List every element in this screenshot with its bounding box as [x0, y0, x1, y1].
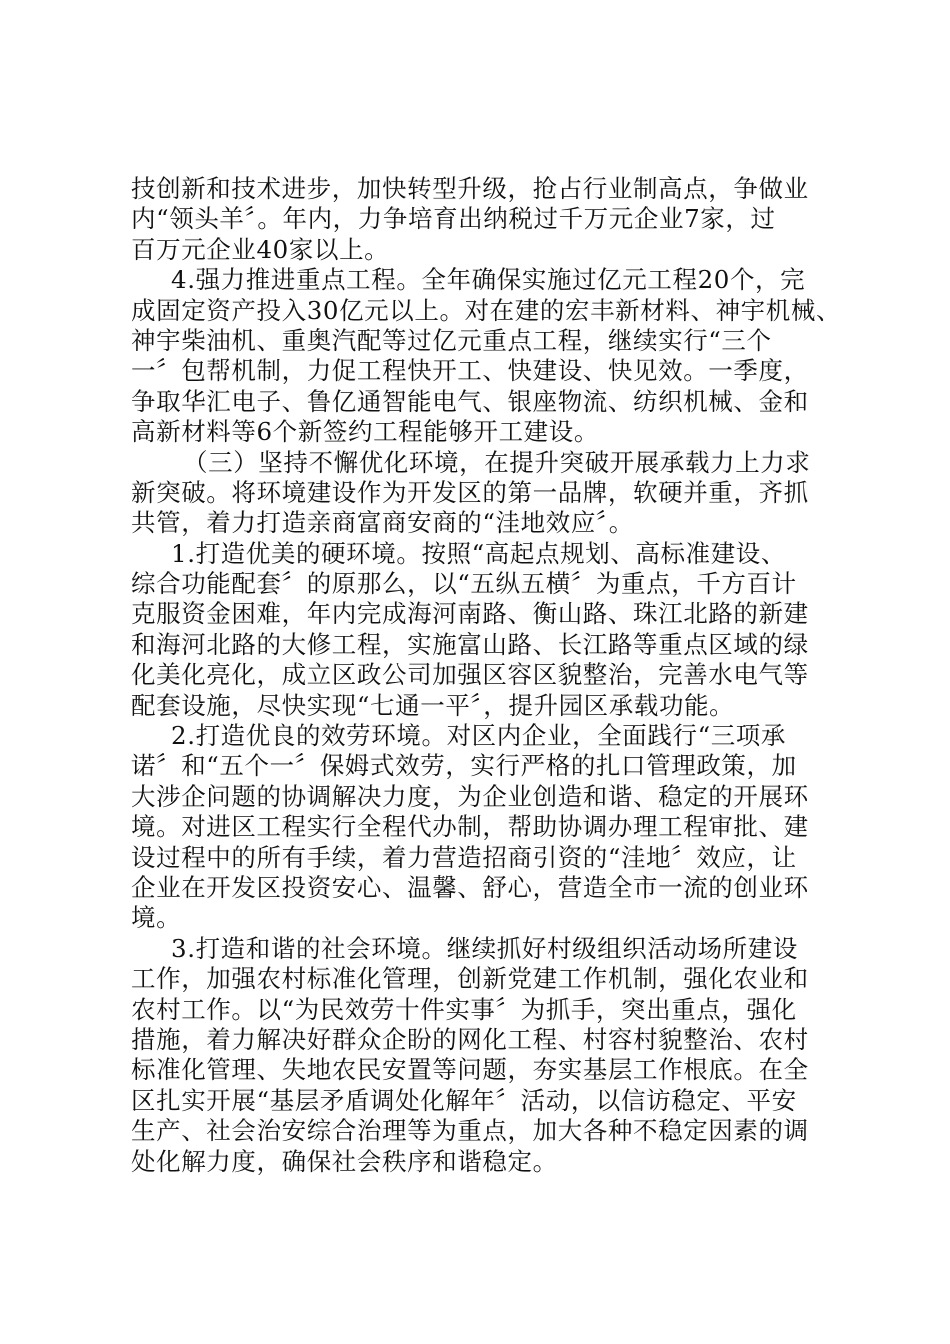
text-line: 争取华汇电子、鲁亿通智能电气、银座物流、纺织机械、金和	[131, 386, 809, 416]
text-line: 综合功能配套〞的原那么，以“五纵五横〞为重点，千方百计	[131, 569, 797, 599]
text-line: 内“领头羊〞。年内，力争培育出纳税过千万元企业7家，过	[131, 204, 776, 234]
text-line: 共管，着力打造亲商富商安商的“洼地效应〞。	[131, 508, 634, 538]
text-line: 境。	[131, 903, 182, 933]
text-line: 和海河北路的大修工程，实施富山路、长江路等重点区域的绿	[131, 629, 809, 659]
document-body	[131, 174, 841, 1177]
text-line: 境。对进区工程实行全程代办制，帮助协调办理工程审批、建	[131, 812, 809, 842]
text-line: 处化解力度，确保社会秩序和谐稳定。	[131, 1146, 558, 1176]
text-line: 诺〞和“五个一〞保姆式效劳，实行严格的扎口管理政策，加	[131, 751, 797, 781]
text-line: 区扎实开展“基层矛盾调处化解年〞活动，以信访稳定、平安	[131, 1085, 797, 1115]
text-line: 生产、社会治安综合治理等为重点，加大各种不稳定因素的调	[131, 1116, 809, 1146]
text-line: 标准化管理、失地农民安置等问题，夯实基层工作根底。在全	[131, 1055, 809, 1085]
text-line: 高新材料等6个新签约工程能够开工建设。	[131, 417, 599, 447]
text-line: 技创新和技术进步，加快转型升级，抢占行业制高点，争做业	[131, 174, 809, 203]
text-line: 克服资金困难，年内完成海河南路、衡山路、珠江北路的新建	[131, 599, 809, 629]
text-line: 大涉企问题的协调解决力度，为企业创造和谐、稳定的开展环	[131, 781, 809, 811]
text-line: 农村工作。以“为民效劳十件实事〞为抓手，突出重点，强化	[131, 994, 797, 1024]
text-line: 2.打造优良的效劳环境。对区内企业，全面践行“三项承	[171, 721, 786, 751]
text-line: 3.打造和谐的社会环境。继续抓好村级组织活动场所建设	[171, 933, 798, 963]
text-line: 4.强力推进重点工程。全年确保实施过亿元工程20个，完	[171, 265, 806, 295]
text-line: 化美化亮化，成立区政公司加强区容区貌整治，完善水电气等	[131, 660, 809, 690]
text-line: 措施，着力解决好群众企盼的网化工程、村容村貌整治、农村	[131, 1024, 809, 1054]
text-line: 设过程中的所有手续，着力营造招商引资的“洼地〞效应，让	[131, 842, 797, 872]
text-line: 一〞包帮机制，力促工程快开工、快建设、快见效。一季度，	[131, 356, 809, 386]
text-line: 企业在开发区投资安心、温馨、舒心，营造全市一流的创业环	[131, 872, 809, 902]
text-line: 1.打造优美的硬环境。按照“高起点规划、高标准建设、	[171, 538, 786, 568]
text-line: 百万元企业40家以上。	[131, 234, 390, 264]
text-line: 配套设施，尽快实现“七通一平〞，提升园区承载功能。	[131, 690, 735, 720]
text-line: 神宇柴油机、重奥汽配等过亿元重点工程，继续实行“三个	[131, 325, 772, 355]
text-line: 工作，加强农村标准化管理，创新党建工作机制，强化农业和	[131, 964, 809, 994]
text-line: 新突破。将环境建设作为开发区的第一品牌，软硬并重，齐抓	[131, 477, 809, 507]
text-line: 成固定资产投入30亿元以上。对在建的宏丰新材料、神宇机械、	[131, 295, 842, 325]
text-line: （三）坚持不懈优化环境，在提升突破开展承载力上力求	[183, 447, 811, 477]
